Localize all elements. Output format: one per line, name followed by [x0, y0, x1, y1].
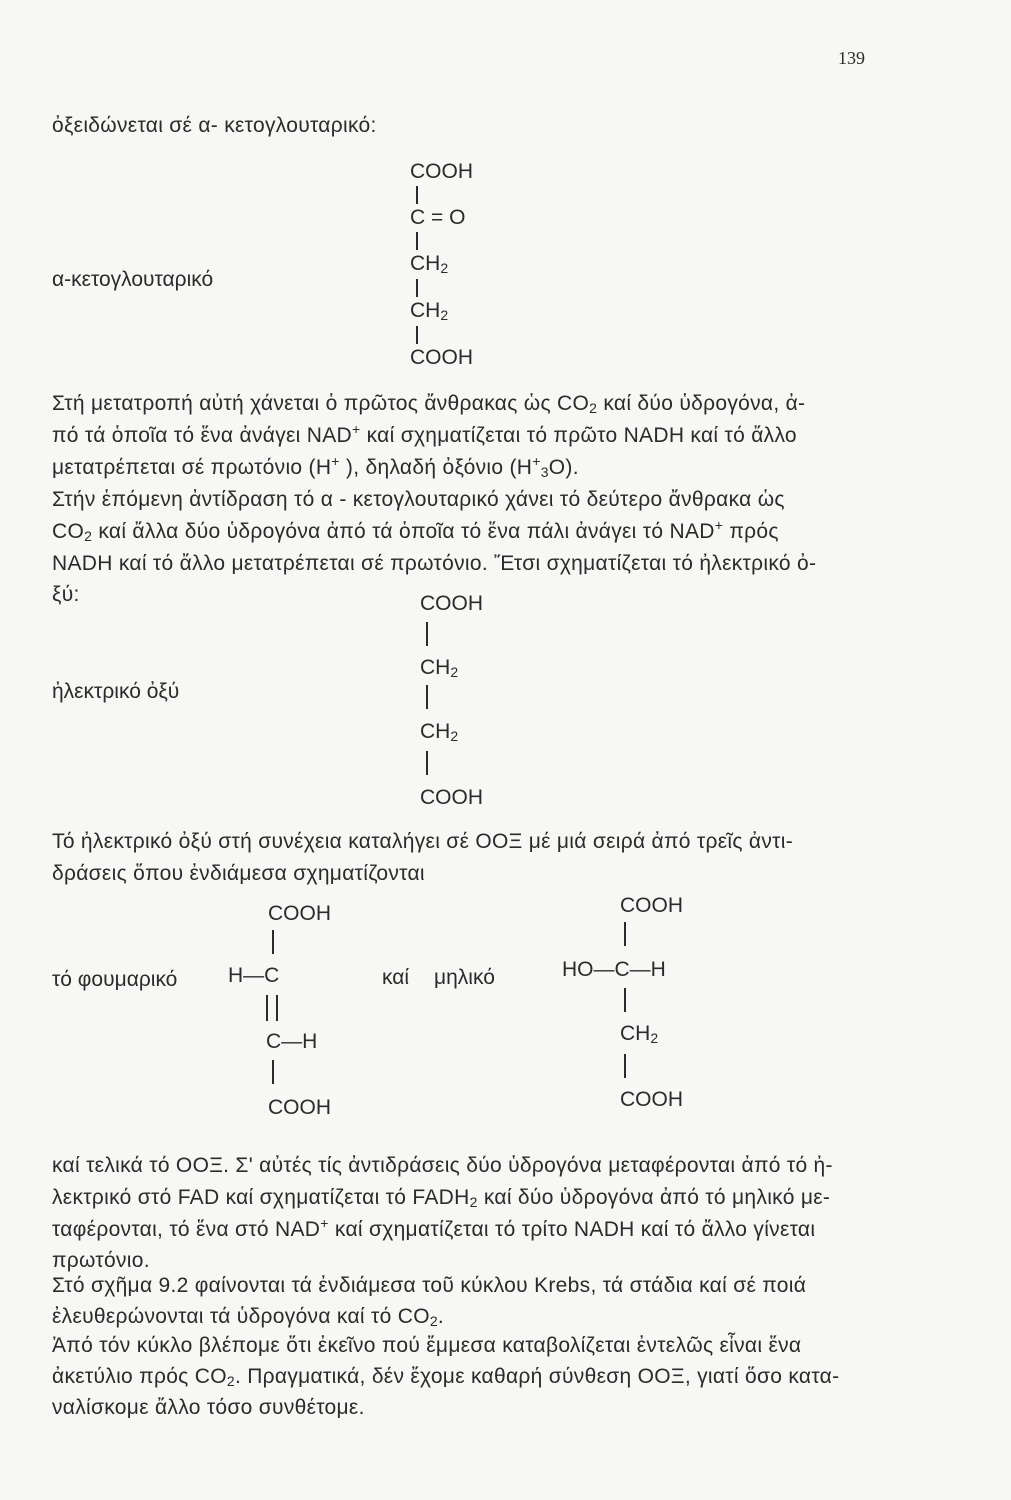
paragraph-2-line-1: Στήν ἑπόμενη ἀντίδραση τό α - κετογλουταρικό χάνει τό δεύτερο ἄνθρακα ὡς	[52, 488, 785, 511]
paragraph-6-line-2: ἀκετύλιο πρός $CO_2$. Πραγματικά, δέν ἔχομε καθαρή σύνθεση ΟΟΞ, γιατί ὅσο κατα-	[52, 1365, 840, 1389]
paragraph-1-line-2: πό τά ὁποῖα τό ἕνα ἀνάγει NAD+ καί σχηματίζεται τό πρῶτο NADH καί τό ἄλλο	[52, 421, 797, 447]
formula-c-h: C—H	[266, 1030, 318, 1053]
paragraph-3-line-2: δράσεις ὅπου ἐνδιάμεσα σχηματίζονται	[52, 862, 425, 885]
formula-cooh-top: COOH	[410, 160, 473, 183]
paragraph-4-line-2: λεκτρικό στό FAD καί σχηματίζεται τό $FADH_2$ καί δύο ὑδρογόνα ἀπό τό μηλικό με-	[52, 1186, 831, 1210]
malate-label: μηλικό	[434, 966, 495, 989]
paragraph-6-line-1: Ἀπό τόν κύκλο βλέπομε ὅτι ἐκεῖνο πού ἔμμεσα καταβολίζεται ἐντελῶς εἶναι ἕνα	[52, 1334, 802, 1357]
single-bond	[624, 922, 626, 946]
formula-ch2: $CH_2$	[620, 1022, 659, 1046]
single-bond	[272, 930, 274, 954]
page-number: 139	[838, 48, 865, 68]
alpha-ketoglutarate-label: α-κετογλουταρικό	[52, 268, 214, 291]
formula-cooh-top: COOH	[420, 592, 483, 615]
paragraph-2-line-2: $CO_2$ καί ἄλλα δύο ὑδρογόνα ἀπό τά ὁποῖα τό ἕνα πάλι ἀνάγει τό NAD+ πρός	[52, 517, 779, 544]
single-bond	[272, 1060, 274, 1084]
single-bond	[426, 685, 428, 709]
paragraph-1-line-3: μετατρέπεται σέ πρωτόνιο (H+ ), δηλαδή ὀξόνιο $(H^+_3O)$.	[52, 453, 579, 480]
paragraph-3-line-1: Τό ἠλεκτρικό ὀξύ στή συνέχεια καταλήγει σέ ΟΟΞ μέ μιά σειρά ἀπό τρεῖς ἀντι-	[52, 830, 794, 853]
single-bond	[426, 622, 428, 646]
fumarate-label: τό φουμαρικό	[52, 968, 178, 991]
formula-ch2: $CH_2$	[410, 252, 449, 276]
formula-ch2: $CH_2$	[420, 656, 459, 680]
single-bond	[416, 326, 418, 344]
single-bond	[416, 186, 418, 204]
single-bond	[426, 751, 428, 775]
and-label: καί	[382, 966, 410, 989]
succinic-acid-label: ἠλεκτρικό ὀξύ	[52, 680, 180, 703]
single-bond	[624, 988, 626, 1012]
paragraph-4-line-4: πρωτόνιο.	[52, 1249, 150, 1272]
formula-ho-c-h: HO—C—H	[562, 958, 666, 981]
formula-cooh-top: COOH	[620, 894, 683, 917]
paragraph-2-line-3: NADH καί τό ἄλλο μετατρέπεται σέ πρωτόνιο. Ἔτσι σχηματίζεται τό ἠλεκτρικό ὀ-	[52, 552, 817, 575]
formula-h-c: H—C	[228, 964, 280, 987]
paragraph-4-line-3: ταφέρονται, τό ἕνα στό NAD+ καί σχηματίζεται τό τρίτο NADH καί τό ἄλλο γίνεται	[52, 1215, 816, 1241]
intro-line: ὀξειδώνεται σέ α- κετογλουταρικό:	[52, 114, 377, 137]
single-bond	[624, 1054, 626, 1078]
formula-cooh-bottom: COOH	[410, 346, 473, 369]
paragraph-2-line-4: ξύ:	[52, 583, 80, 606]
formula-cooh-bottom: COOH	[620, 1088, 683, 1111]
formula-cooh-bottom: COOH	[420, 786, 483, 809]
single-bond	[416, 279, 418, 297]
formula-cooh-bottom: COOH	[268, 1096, 331, 1119]
paragraph-6-line-3: ναλίσκομε ἄλλο τόσο συνθέτομε.	[52, 1396, 365, 1419]
paragraph-5-line-1: Στό σχῆμα 9.2 φαίνονται τά ἐνδιάμεσα τοῦ κύκλου Krebs, τά στάδια καί σέ ποιά	[52, 1274, 807, 1297]
paragraph-5-line-2: ἐλευθερώνονται τά ὑδρογόνα καί τό $CO_2$.	[52, 1305, 445, 1329]
double-bond	[266, 995, 278, 1021]
formula-ch2: $CH_2$	[420, 720, 459, 744]
formula-keto: C = O	[410, 206, 466, 229]
formula-ch2: $CH_2$	[410, 299, 449, 323]
paragraph-1-line-1: Στή μετατροπή αὐτή χάνεται ὁ πρῶτος ἄνθρακας ὡς $CO_2$ καί δύο ὑδρογόνα, ἀ-	[52, 392, 806, 416]
single-bond	[416, 232, 418, 250]
formula-cooh-top: COOH	[268, 902, 331, 925]
paragraph-4-line-1: καί τελικά τό ΟΟΞ. Σ' αὐτές τίς ἀντιδράσεις δύο ὑδρογόνα μεταφέρονται ἀπό τό ἠ-	[52, 1154, 833, 1177]
